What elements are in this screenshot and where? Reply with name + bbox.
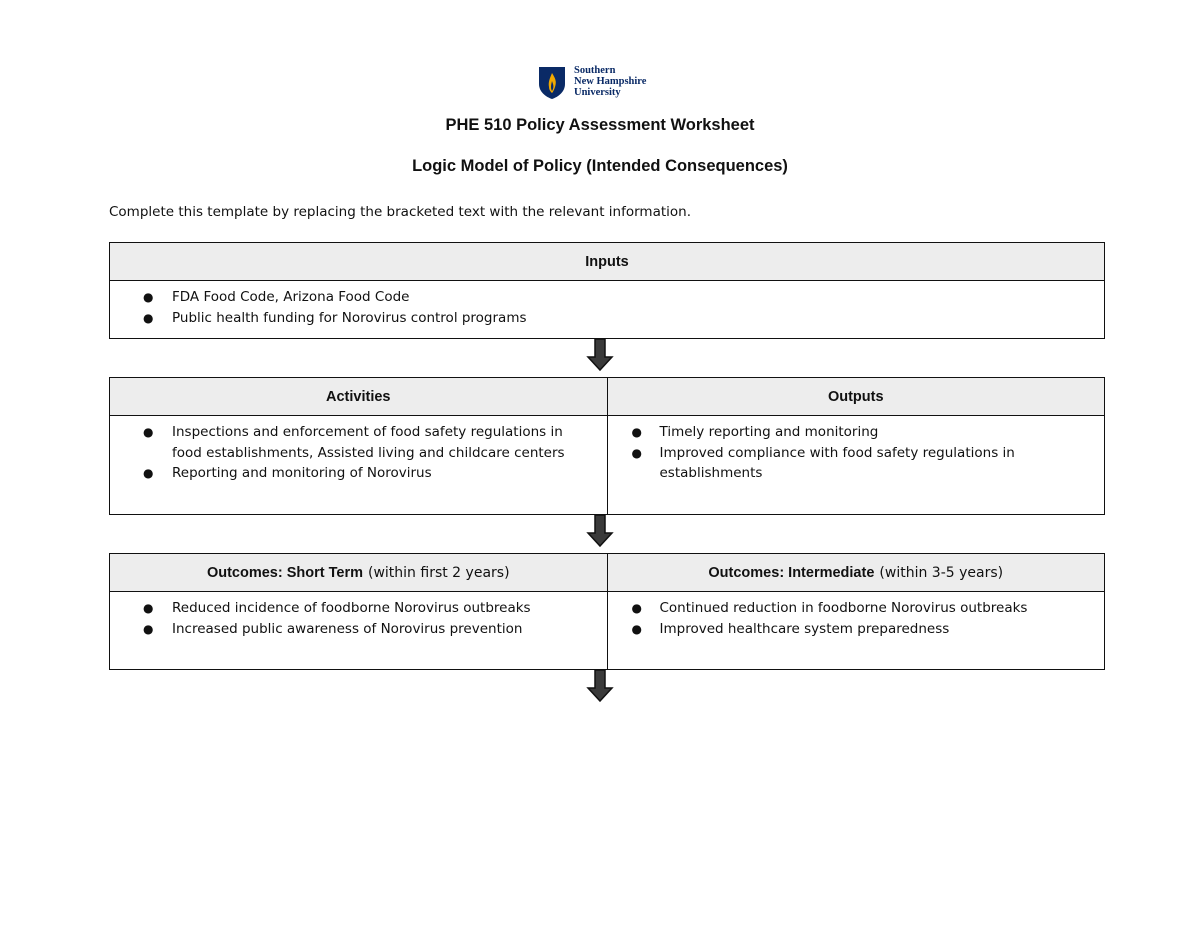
logo-wordmark: [574, 65, 646, 98]
logo-line-3: University: [574, 87, 621, 98]
down-arrow-icon: [586, 338, 614, 372]
list-item: ● Continued reduction in foodborne Norovirus outbreaks: [608, 598, 1105, 619]
activities-column: [110, 378, 607, 514]
outcomes-short-heading: Outcomes: Short Term: [206, 564, 363, 581]
list-item: ● Improved compliance with food safety regulations in establishments: [608, 443, 1105, 484]
instructions-text: Complete this template by replacing the bracketed text with the relevant information.: [109, 204, 692, 220]
activities-outputs-box: [109, 377, 1105, 515]
logo-line-1: Southern: [574, 65, 616, 76]
down-arrow-icon: [586, 669, 614, 703]
outputs-header: [608, 378, 1105, 416]
inputs-list: [110, 281, 1104, 328]
snhu-logo: [538, 64, 668, 104]
activities-heading: Activities: [326, 388, 391, 405]
outputs-list: [608, 416, 1105, 484]
list-item: ● Timely reporting and monitoring: [608, 422, 1105, 443]
outputs-heading: Outputs: [827, 388, 884, 405]
list-item: ● Reduced incidence of foodborne Norovirus outbreaks: [110, 598, 607, 619]
list-item: ● Improved healthcare system preparedness: [608, 619, 1105, 640]
outcomes-short-header: [110, 554, 607, 592]
outcomes-short-qualifier: (within first 2 years): [368, 564, 510, 581]
outcomes-intermediate-list: [608, 592, 1105, 639]
list-item: ● Inspections and enforcement of food safety regulations in food establishments, Assisted living and childcare centers: [110, 422, 607, 463]
outcomes-intermediate-header: [608, 554, 1105, 592]
outcomes-intermediate-column: [607, 554, 1105, 669]
inputs-box: [109, 242, 1105, 339]
activities-header: [110, 378, 607, 416]
logo-line-2: New Hampshire: [574, 76, 647, 87]
list-item: ● FDA Food Code, Arizona Food Code: [110, 287, 1104, 308]
list-item: ● Public health funding for Norovirus control programs: [110, 308, 1104, 329]
inputs-heading: Inputs: [585, 253, 629, 270]
outcomes-box: [109, 553, 1105, 670]
page-subtitle: Logic Model of Policy (Intended Consequences): [412, 157, 788, 175]
shield-flame-icon: [538, 66, 566, 100]
list-item: ● Reporting and monitoring of Norovirus: [110, 463, 607, 484]
list-item: ● Increased public awareness of Norovirus prevention: [110, 619, 607, 640]
outcomes-short-column: [110, 554, 607, 669]
activities-list: [110, 416, 607, 484]
outcomes-intermediate-heading: Outcomes: Intermediate: [708, 564, 875, 581]
outcomes-short-list: [110, 592, 607, 639]
outputs-column: [607, 378, 1105, 514]
inputs-header: [110, 243, 1104, 281]
page-title: PHE 510 Policy Assessment Worksheet: [445, 116, 755, 134]
down-arrow-icon: [586, 514, 614, 548]
outcomes-intermediate-qualifier: (within 3-5 years): [879, 564, 1004, 581]
